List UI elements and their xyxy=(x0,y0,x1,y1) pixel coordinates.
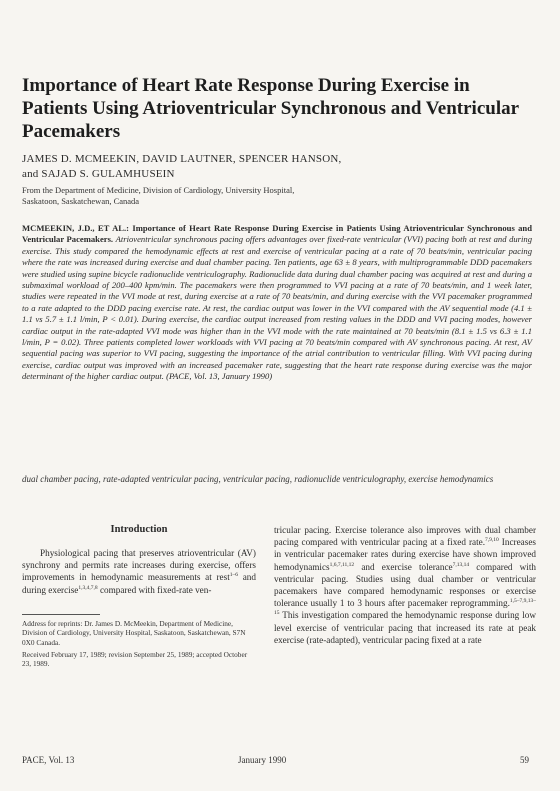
keywords: dual chamber pacing, rate-adapted ventricular pacing, ventricular pacing, radionuclide ventriculography, exercise hemodynamics xyxy=(22,474,494,484)
intro-text: compared with fixed-rate ven- xyxy=(97,584,212,595)
author-line-2: and SAJAD S. GULAMHUSEIN xyxy=(22,168,175,180)
author-line-1: JAMES D. MCMEEKIN, DAVID LAUTNER, SPENCER HANSON, xyxy=(22,153,342,165)
affiliation xyxy=(22,185,442,207)
intro-text: compared with ventricular pacing. Studies using dual chamber or ventricular pacemakers have compared hemodynamic responses or exercise tolerance usually 1 to 3 hours after pacemaker reprogramming. xyxy=(274,561,536,609)
footnote-divider xyxy=(22,614,100,615)
intro-text: tricular pacing. Exercise tolerance also improves with dual chamber pacing compared with ventricular pacing at a fixed rate. xyxy=(274,525,536,548)
citation-ref: 7,13,14 xyxy=(452,561,470,568)
abstract-citation-head: MCMEEKIN, J.D., ET AL.: Importance of Heart Rate Response During Exercise in Patients Using Atrioventricular Synchronous and Ventricular Pacemakers. xyxy=(22,223,532,245)
citation-ref: 1,6,7,11,12 xyxy=(329,561,355,568)
intro-text: and during exercise xyxy=(22,572,256,595)
intro-text: This investigation compared the hemodynamic response during low level exercise of ventricular pacing that increased its rate at peak exercise (rate-adapted), ventricular pacing fixed at a rate xyxy=(274,610,536,645)
section-heading-introduction: Introduction xyxy=(110,524,168,535)
citation-ref: 1,5–7,9,13–15 xyxy=(274,598,536,617)
affiliation-line-1: From the Department of Medicine, Division of Cardiology, University Hospital, xyxy=(22,185,295,195)
right-column xyxy=(274,524,536,646)
citation-ref: 7,9,10 xyxy=(485,537,499,544)
intro-text: Physiological pacing that preserves atrioventricular (AV) synchrony and permits rate increases during exercise, offers improvements in hemodynamic measurements at rest xyxy=(22,548,256,583)
footer-date: January 1990 xyxy=(238,755,287,765)
footer-page-number: 59 xyxy=(520,755,529,765)
citation-ref: 1,3,4,7,8 xyxy=(78,584,98,591)
intro-paragraph-right xyxy=(274,524,536,646)
footnote-reprints: Address for reprints: Dr. James D. McMeekin, Department of Medicine, Division of Cardiology, University Hospital, Saskatoon, Saskatchewan, S7N 0X0 Canada. xyxy=(22,619,246,647)
author-list xyxy=(22,152,522,182)
intro-text: and exercise tolerance xyxy=(354,561,453,572)
left-column xyxy=(22,524,256,596)
footer-journal: PACE, Vol. 13 xyxy=(22,755,75,765)
abstract xyxy=(22,223,532,383)
footnote-received: Received February 17, 1989; revision September 25, 1989; accepted October 23, 1989. xyxy=(22,650,248,669)
intro-paragraph-left xyxy=(22,547,256,596)
article-title: Importance of Heart Rate Response During Exercise in Patients Using Atrioventricular Synchronous and Ventricular Pacemakers xyxy=(22,75,519,142)
abstract-body: Atrioventricular synchronous pacing offers advantages over fixed-rate ventricular (VVI) pacing both at rest and during exercise. This study compared the hemodynamic effects at rest and exercise of ventricular pacing at a rate of 70 beats/min, ventricular pacing where the rate was increased during exercise and dual chamber pacing. Ten patients, age 63 ± 8 years, with multiprogrammable DDD pacemakers were studied using supine bicycle radionuclide ventriculography. Radionuclide data during dual chamber pacing was acquired at rest and during a submaximal workload of 200–400 kpm/min. The pacemakers were then programmed to VVI pacing at a rate of 70 beats/min, and 1 week later, studies were repeated in the VVI mode at rest, during exercise at a rate of 70 beats/min, and during exercise with the VVI pacemaker programmed to a rate adapted to the DDD pacing exercise rate. At rest, the cardiac output was lower in the VVI compared with the AV sequential mode (4.1 ± 1.1 vs 5.7 ± 1.1 l/min, P < 0.01). During exercise, the cardiac output increased from resting values in the DDD and VVI pacing modes, however cardiac output in the rate-adapted VVI mode was higher than in the VVI mode with the rate maintained at 70 beats/min (8.1 ± 1.5 vs 6.3 ± 1.1 l/min, P = 0.02). Three patients completed lower workloads with VVI pacing at 70 beats/min compared with AV synchronous pacing. At rest, AV sequential pacing was superior to VVI pacing, suggesting the importance of the atrial contribution to ventricular filling. With VVI pacing during exercise, cardiac output was improved with an increased pacemaker rate, suggesting that the heart rate response during exercise was the major determinant of the higher cardiac output. (PACE, Vol. 13, January 1990) xyxy=(22,234,532,382)
affiliation-line-2: Saskatoon, Saskatchewan, Canada xyxy=(22,196,140,206)
citation-ref: 1–6 xyxy=(229,572,239,579)
intro-text: Increases in ventricular pacemaker rates during exercise have shown improved hemodynamics xyxy=(274,537,536,572)
